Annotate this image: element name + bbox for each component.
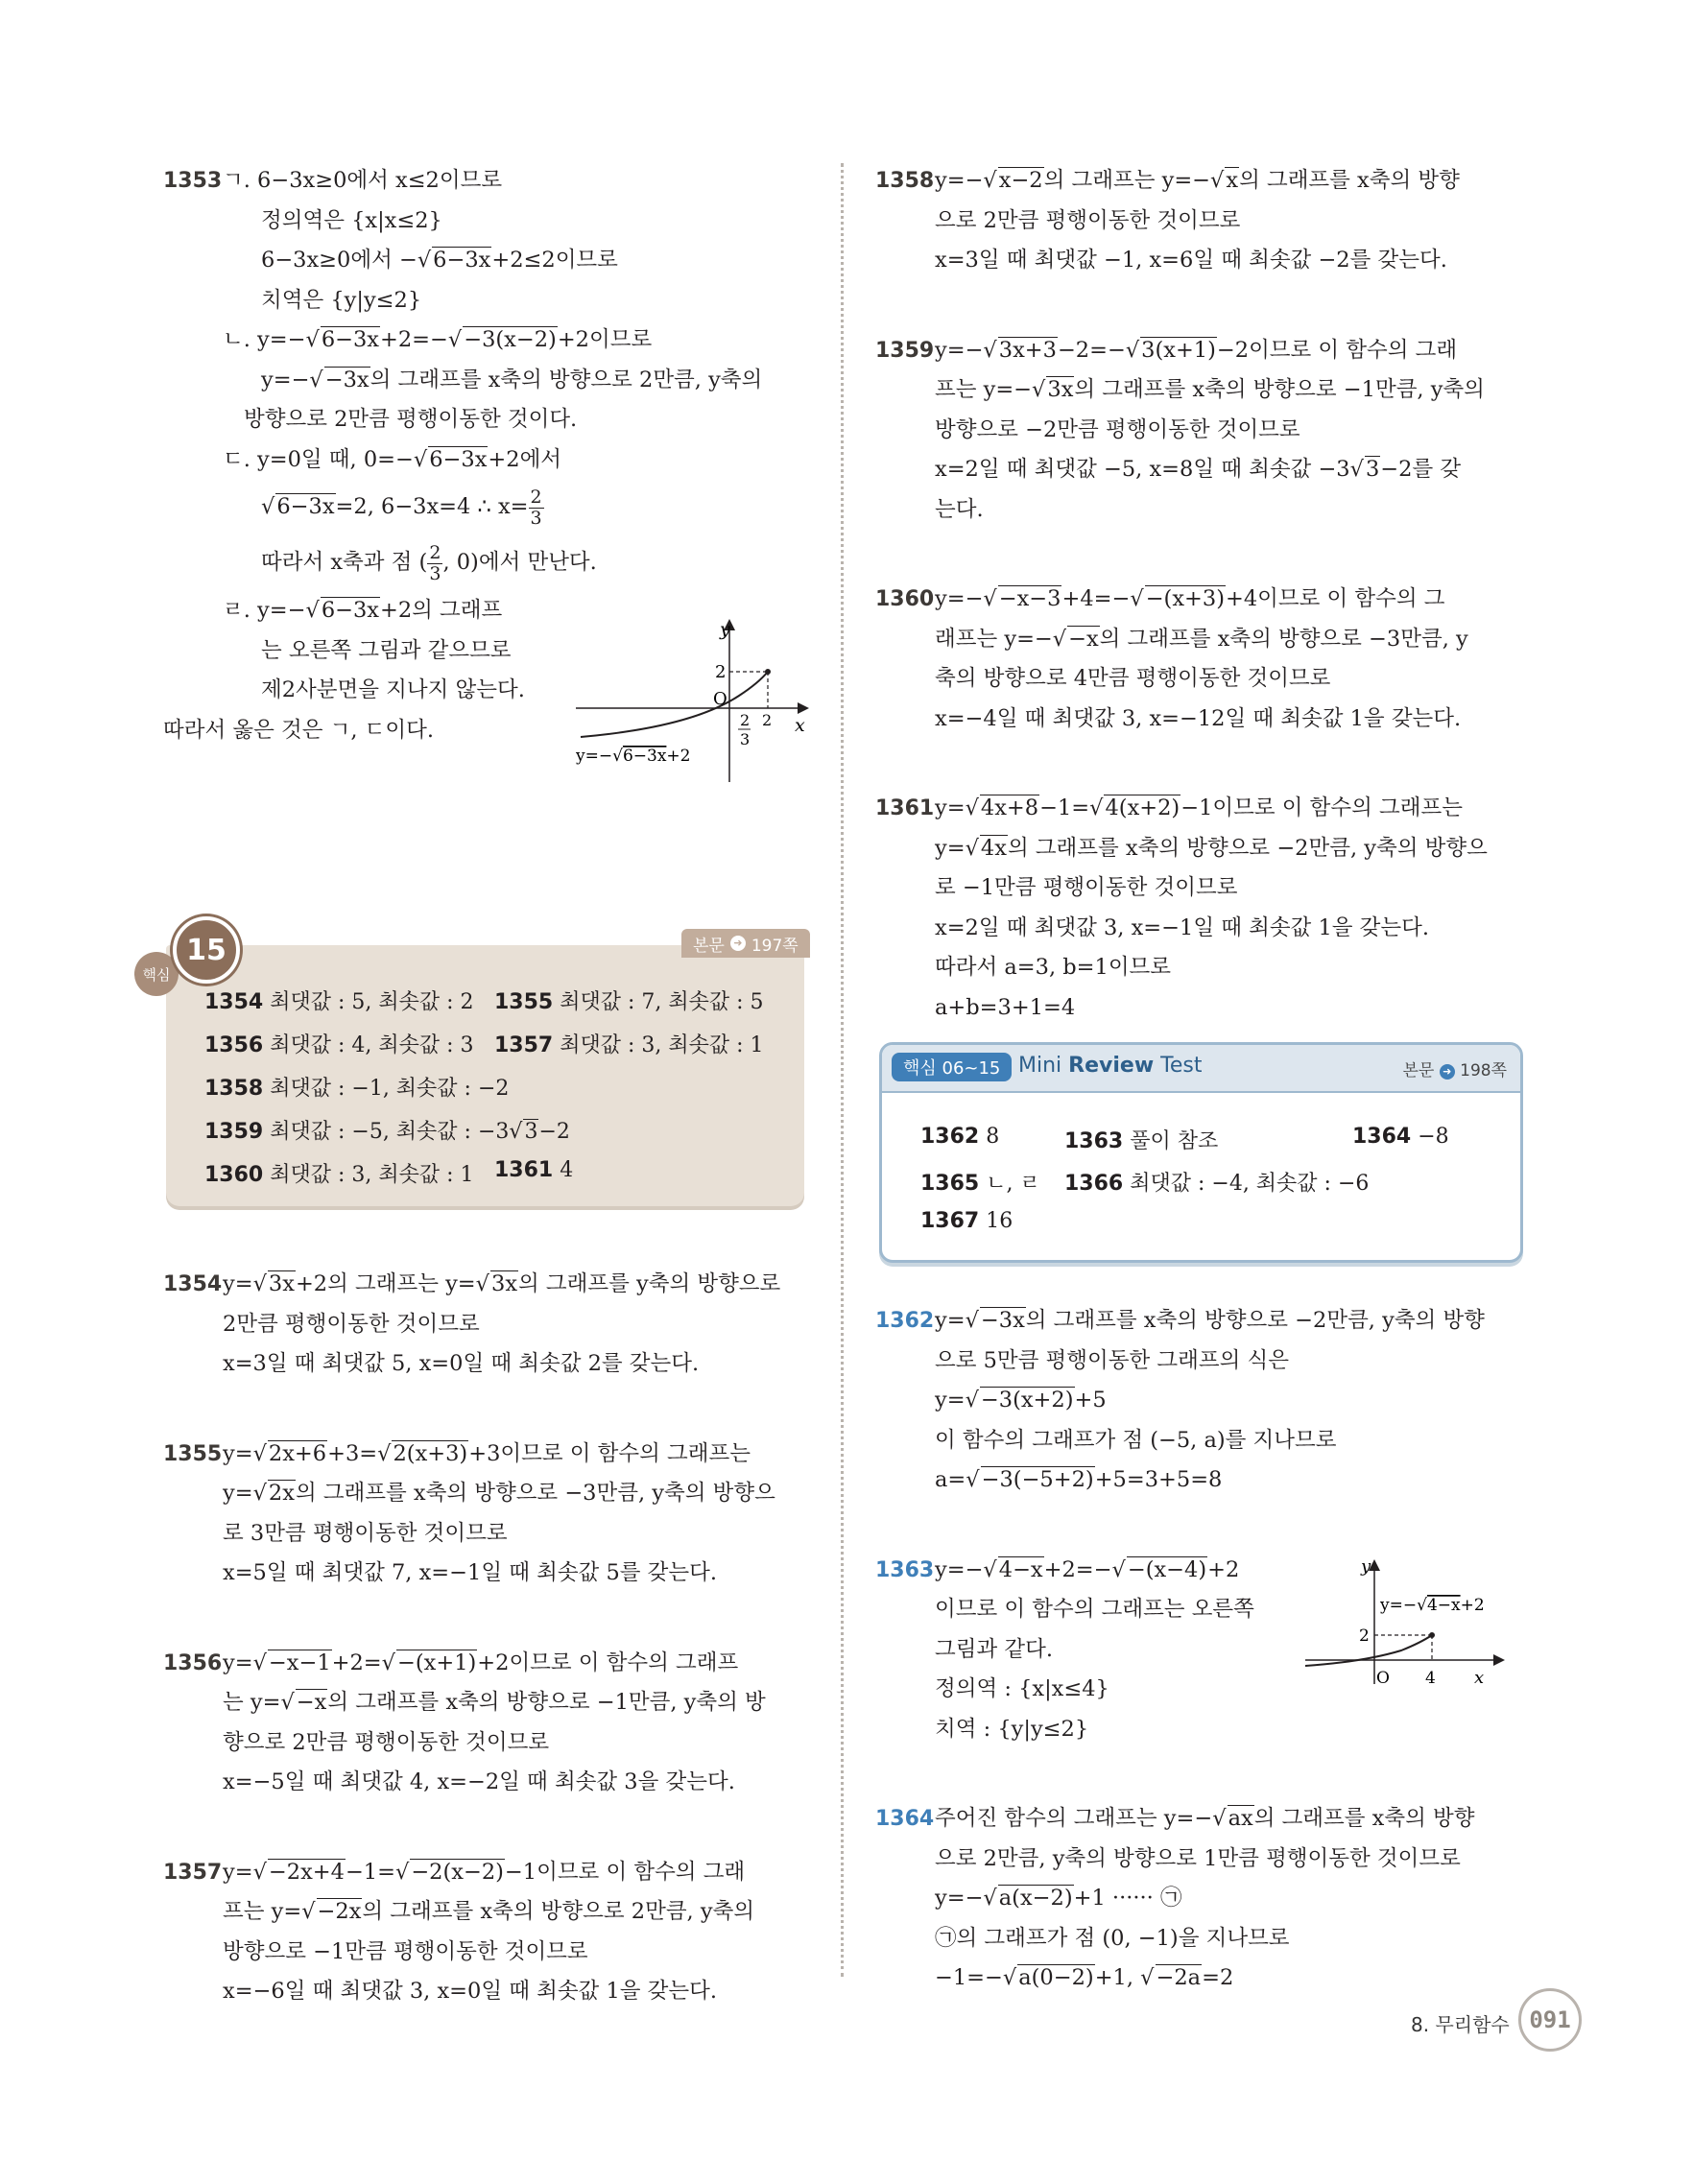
solution-1362 xyxy=(875,1301,1518,1501)
text-line: 프는 y=√−2x의 그래프를 x축의 방향으로 2만큼, y축의 xyxy=(223,1899,755,1924)
solution-1357 xyxy=(163,1853,806,2012)
text-line: y=−√4−x+2=−√−(x−4)+2 xyxy=(935,1556,1240,1582)
problem-number: 1357 xyxy=(163,1860,223,1885)
solution-1359 xyxy=(875,331,1518,531)
svg-text:x: x xyxy=(1474,1668,1485,1688)
text-line: 따라서 x축과 점 ( $\frac{2}{3}$ , 0)에서 만난다. xyxy=(261,541,597,584)
text-line: 는 y=√−x의 그래프를 x축의 방향으로 −1만큼, y축의 방 xyxy=(223,1690,766,1715)
text-line: 정의역은 {x|x≤2} xyxy=(261,207,442,233)
problem-number: 1364 xyxy=(875,1807,935,1831)
answer-row: 1355 최댓값 : 7, 최솟값 : 5 xyxy=(494,990,764,1014)
graph-1363 xyxy=(1305,1555,1526,1689)
text-line: 래프는 y=−√−x의 그래프를 x축의 방향으로 −3만큼, y xyxy=(935,626,1468,652)
left-lower-column xyxy=(163,1265,806,2012)
text-line: 2만큼 평행이동한 것이므로 xyxy=(223,1311,480,1337)
text-line: y=−√a(x−2)+1 ······ ㉠ xyxy=(935,1886,1182,1911)
answer-row: 1359 최댓값 : −5, 최솟값 : −3√3−2 xyxy=(204,1120,570,1144)
text-line: ㄱ. 6−3x≥0에서 x≤2이므로 xyxy=(223,168,503,193)
text-line: y=√2x의 그래프를 x축의 방향으로 −3만큼, y축의 방향으 xyxy=(223,1481,775,1506)
svg-text:2: 2 xyxy=(740,711,751,729)
svg-text:O: O xyxy=(1376,1669,1390,1688)
text-line: 프는 y=−√3x의 그래프를 x축의 방향으로 −1만큼, y축의 xyxy=(935,377,1485,402)
text-line: 으로 2만큼, y축의 방향으로 1만큼 평행이동한 것이므로 xyxy=(935,1845,1461,1871)
text-line: 방향으로 −2만큼 평행이동한 것이므로 xyxy=(935,416,1300,442)
problem-number: 1359 xyxy=(875,338,935,363)
text-line: y=−√−3x의 그래프를 x축의 방향으로 2만큼, y축의 xyxy=(261,367,763,392)
text-line: ㄹ. y=−√6−3x+2의 그래프 xyxy=(223,598,503,623)
problem-number: 1355 xyxy=(163,1441,223,1466)
problem-number: 1356 xyxy=(163,1650,223,1675)
column-divider xyxy=(841,163,844,1977)
answer-row: 1356 최댓값 : 4, 최솟값 : 3 xyxy=(204,1033,474,1057)
mini-review-test-box xyxy=(879,1042,1523,1263)
text-line: 로 −1만큼 평행이동한 것이므로 xyxy=(935,875,1238,900)
text-line: 로 3만큼 평행이동한 것이므로 xyxy=(223,1520,508,1546)
text-line: y=−√3x+3−2=−√3(x+1)−2이므로 이 함수의 그래 xyxy=(935,337,1458,363)
answer-row: 1361 4 xyxy=(494,1158,574,1182)
text-line: y=√3x+2의 그래프는 y=√3x의 그래프를 y축의 방향으로 xyxy=(223,1271,781,1296)
answer-row: 1354 최댓값 : 5, 최솟값 : 2 xyxy=(204,990,474,1014)
text-line: x=3일 때 최댓값 −1, x=6일 때 최솟값 −2를 갖는다. xyxy=(935,248,1447,273)
text-line: 향으로 2만큼 평행이동한 것이므로 xyxy=(223,1729,550,1755)
solution-1360 xyxy=(875,580,1518,739)
solution-1356 xyxy=(163,1644,806,1803)
answer-item: 1367 16 xyxy=(920,1209,1013,1233)
text-line: 이 함수의 그래프가 점 (−5, a)를 지나므로 xyxy=(935,1427,1337,1453)
text-line: 그림과 같다. xyxy=(935,1636,1053,1662)
core-tag: 핵심 xyxy=(134,952,179,996)
svg-text:2: 2 xyxy=(1359,1626,1370,1646)
text-line: 제2사분면을 지나지 않는다. xyxy=(261,677,525,702)
problem-number: 1363 xyxy=(875,1557,935,1582)
problem-number: 1360 xyxy=(875,587,935,611)
problem-number: 1358 xyxy=(875,169,935,193)
page-reference: 본문 ➜ 197쪽 xyxy=(681,929,810,958)
text-line: a+b=3+1=4 xyxy=(935,994,1076,1020)
answer-row: 1358 최댓값 : −1, 최솟값 : −2 xyxy=(204,1077,510,1101)
svg-text:O: O xyxy=(713,689,727,709)
graph-1353 xyxy=(576,614,816,787)
arrow-icon: ➜ xyxy=(730,936,746,951)
text-line: 는 오른쪽 그림과 같으므로 xyxy=(261,637,512,663)
text-line: x=2일 때 최댓값 3, x=−1일 때 최솟값 1을 갖는다. xyxy=(935,914,1430,940)
svg-text:2: 2 xyxy=(715,662,727,682)
text-line: ㉠의 그래프가 점 (0, −1)을 지나므로 xyxy=(935,1925,1290,1951)
text-line: 방향으로 2만큼 평행이동한 것이다. xyxy=(244,407,578,432)
svg-text:y: y xyxy=(720,619,730,640)
section-number-badge: 15 xyxy=(173,916,240,984)
svg-text:3: 3 xyxy=(740,730,751,748)
answer-item: 1365 ㄴ, ㄹ xyxy=(920,1172,1040,1196)
text-line: x=−4일 때 최댓값 3, x=−12일 때 최솟값 1을 갖는다. xyxy=(935,705,1462,731)
text-line: y=√4x+8−1=√4(x+2)−1이므로 이 함수의 그래프는 xyxy=(935,795,1463,820)
svg-text:2: 2 xyxy=(762,711,773,729)
text-line: y=√−x−1+2=√−(x+1)+2이므로 이 함수의 그래프 xyxy=(223,1650,739,1675)
mini-review-title: Mini Review Test xyxy=(1018,1054,1203,1078)
text-line: y=√2x+6+3=√2(x+3)+3이므로 이 함수의 그래프는 xyxy=(223,1440,751,1466)
core-range-tag: 핵심 06~15 xyxy=(892,1053,1012,1081)
problem-number: 1354 xyxy=(163,1272,223,1296)
solution-1355 xyxy=(163,1435,806,1594)
text-line: 으로 2만큼 평행이동한 것이므로 xyxy=(935,207,1241,233)
text-line: 으로 5만큼 평행이동한 그래프의 식은 xyxy=(935,1347,1289,1373)
solution-1364 xyxy=(875,1799,1518,1999)
text-line: 는다. xyxy=(935,496,984,522)
text-line: x=3일 때 최댓값 5, x=0일 때 최솟값 2를 갖는다. xyxy=(223,1351,700,1376)
answer-item: 1364 −8 xyxy=(1352,1125,1449,1149)
answer-row: 1360 최댓값 : 3, 최솟값 : 1 xyxy=(204,1163,474,1187)
text-line: 정의역 : {x|x≤4} xyxy=(935,1676,1109,1701)
svg-text:y=−√4−x+2: y=−√4−x+2 xyxy=(1380,1596,1485,1615)
text-line: a=√−3(−5+2)+5=3+5=8 xyxy=(935,1467,1223,1492)
solution-1361 xyxy=(875,789,1518,1028)
text-line: x=2일 때 최댓값 −5, x=8일 때 최솟값 −3√3−2를 갖 xyxy=(935,457,1462,482)
text-line: 주어진 함수의 그래프는 y=−√ax의 그래프를 x축의 방향 xyxy=(935,1806,1475,1831)
text-line: 치역은 {y|y≤2} xyxy=(261,287,422,313)
text-line: 방향으로 −1만큼 평행이동한 것이므로 xyxy=(223,1938,588,1964)
answer-item: 1366 최댓값 : −4, 최솟값 : −6 xyxy=(1064,1172,1370,1196)
text-line: 따라서 옳은 것은 ㄱ, ㄷ이다. xyxy=(163,717,434,743)
svg-text:y=−√6−3x+2: y=−√6−3x+2 xyxy=(576,747,691,766)
text-line: y=−√−x−3+4=−√−(x+3)+4이므로 이 함수의 그 xyxy=(935,586,1445,611)
text-line: ㄷ. y=0일 때, 0=−√6−3x+2에서 xyxy=(223,446,562,472)
problem-number: 1353 xyxy=(163,169,223,193)
text-line: y=−√x−2의 그래프는 y=−√x의 그래프를 x축의 방향 xyxy=(935,168,1460,193)
answer-item: 1362 8 xyxy=(920,1125,1000,1149)
text-line: 축의 방향으로 4만큼 평행이동한 것이므로 xyxy=(935,666,1331,691)
chapter-label: 8. 무리함수 xyxy=(1411,2013,1510,2036)
text-line: ㄴ. y=−√6−3x+2=−√−3(x−2)+2이므로 xyxy=(223,327,653,352)
answer-row: 1357 최댓값 : 3, 최솟값 : 1 xyxy=(494,1033,764,1057)
text-line: y=√−3x의 그래프를 x축의 방향으로 −2만큼, y축의 방향 xyxy=(935,1308,1485,1333)
page-number: 091 xyxy=(1518,1988,1582,2052)
problem-number: 1361 xyxy=(875,796,935,820)
solution-1354 xyxy=(163,1265,806,1385)
text-line: y=√−2x+4−1=√−2(x−2)−1이므로 이 함수의 그래 xyxy=(223,1859,746,1885)
text-line: −1=−√a(0−2)+1, √−2a=2 xyxy=(935,1965,1234,1990)
svg-text:4: 4 xyxy=(1425,1669,1436,1688)
text-line: y=√4x의 그래프를 x축의 방향으로 −2만큼, y축의 방향으 xyxy=(935,835,1488,861)
text-line: x=−6일 때 최댓값 3, x=0일 때 최솟값 1을 갖는다. xyxy=(223,1979,718,2004)
answer-item: 1363 풀이 참조 xyxy=(1064,1129,1219,1153)
arrow-icon: ➜ xyxy=(1440,1064,1455,1080)
text-line: 이므로 이 함수의 그래프는 오른쪽 xyxy=(935,1597,1254,1622)
text-line: x=−5일 때 최댓값 4, x=−2일 때 최솟값 3을 갖는다. xyxy=(223,1769,735,1794)
mini-review-header xyxy=(882,1045,1520,1093)
text-line: 6−3x≥0에서 −√6−3x+2≤2이므로 xyxy=(261,248,618,273)
svg-text:x: x xyxy=(795,715,805,736)
text-line: 따라서 a=3, b=1이므로 xyxy=(935,955,1172,980)
text-line: 치역 : {y|y≤2} xyxy=(935,1716,1089,1742)
problem-number: 1362 xyxy=(875,1309,935,1333)
right-column xyxy=(875,161,1518,1028)
text-line: x=5일 때 최댓값 7, x=−1일 때 최솟값 5를 갖는다. xyxy=(223,1560,718,1585)
solution-1358 xyxy=(875,161,1518,281)
text-line: √6−3x=2, 6−3x=4 ∴ x= $\frac{2}{3}$ xyxy=(261,486,542,529)
svg-text:y: y xyxy=(1361,1556,1371,1577)
text-line: y=√−3(x+2)+5 xyxy=(935,1388,1107,1412)
page-reference: 본문 ➜ 198쪽 xyxy=(1402,1061,1507,1080)
